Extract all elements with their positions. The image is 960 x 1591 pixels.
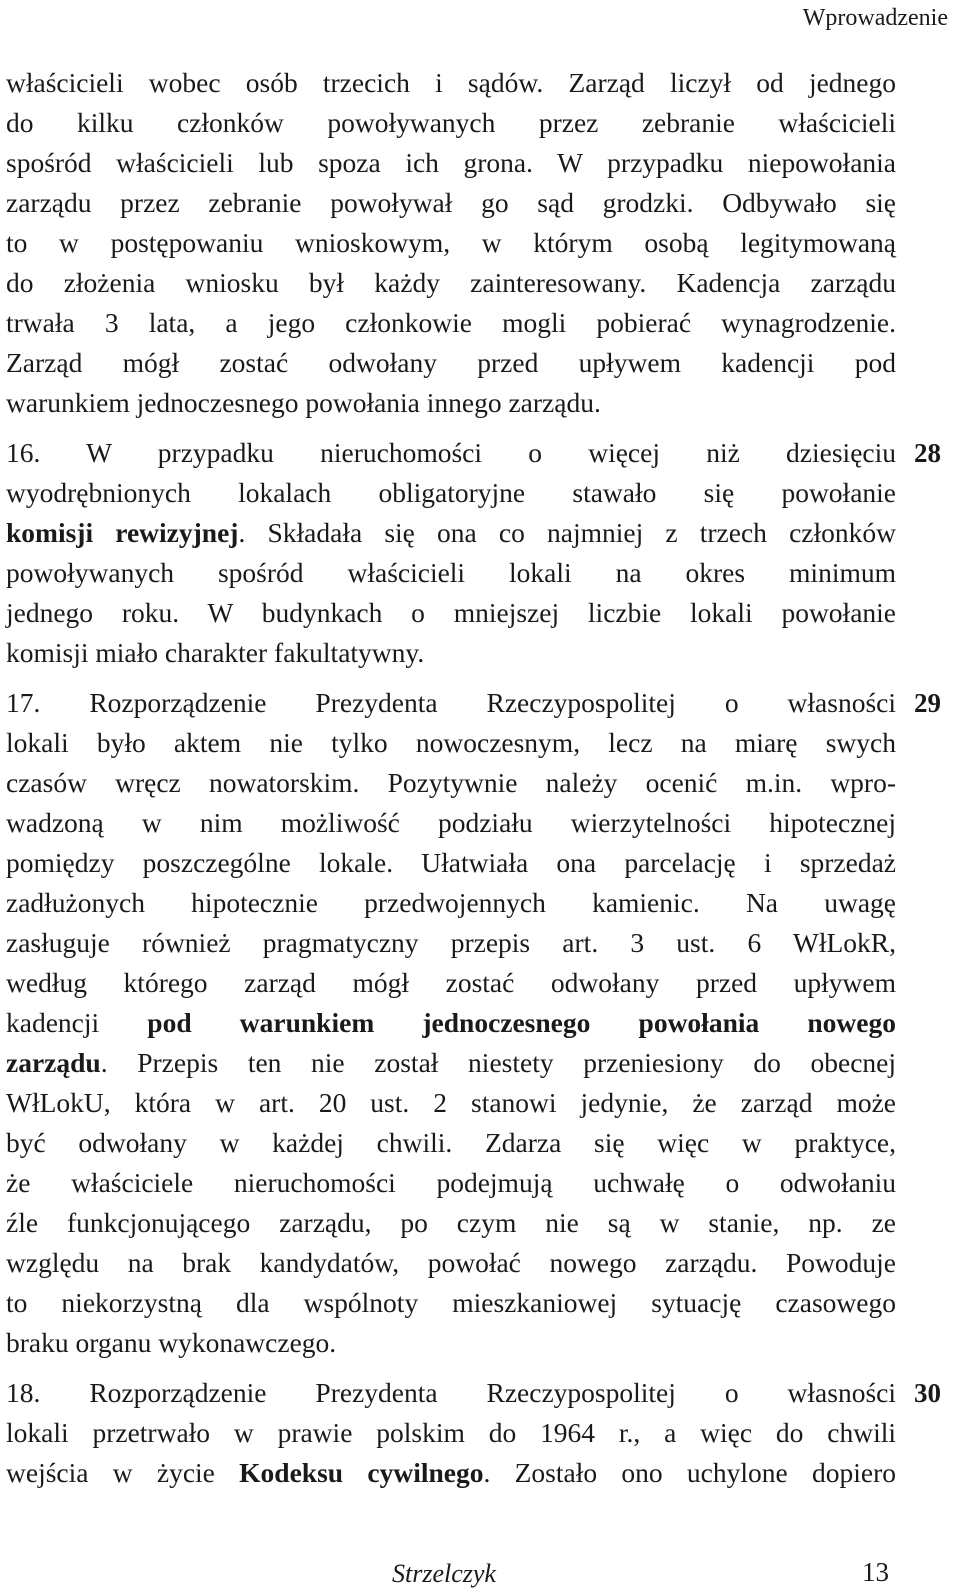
- text-line: właścicieli wobec osób trzecich i sądów. Zarząd liczył od jednego: [6, 67, 896, 98]
- text-line: względu na brak kandydatów, powołać nowego zarządu. Powoduje: [6, 1247, 896, 1278]
- text-line: wadzoną w nim możliwość podziału wierzytelności hipotecznej: [6, 807, 896, 838]
- text-line: zasługuje również pragmatyczny przepis art. 3 ust. 6 WłLokR,: [6, 927, 896, 958]
- text-line: być odwołany w każdej chwili. Zdarza się więc w praktyce,: [6, 1127, 896, 1158]
- text-line: do kilku członków powoływanych przez zebranie właścicieli: [6, 107, 896, 138]
- text-line: wyodrębnionych lokalach obligatoryjne stawało się powołanie: [6, 477, 896, 508]
- text-line: lokali przetrwało w prawie polskim do 1964 r., a więc do chwili: [6, 1417, 896, 1448]
- text-line: kadencji pod warunkiem jednoczesnego powołania nowego: [6, 1007, 896, 1038]
- text-line: pomiędzy poszczególne lokale. Ułatwiała ona parcelację i sprzedaż: [6, 847, 896, 878]
- text-line: 18. Rozporządzenie Prezydenta Rzeczypospolitej o własności: [6, 1377, 896, 1408]
- text-line: zarządu przez zebranie powoływał go sąd grodzki. Odbywało się: [6, 187, 896, 218]
- text-line: czasów wręcz nowatorskim. Pozytywnie należy ocenić m.in. wpro-: [6, 767, 896, 798]
- text-line: braku organu wykonawczego.: [6, 1327, 337, 1358]
- text-line: komisji miało charakter fakultatywny.: [6, 637, 425, 668]
- margin-number: 30: [914, 1378, 941, 1408]
- text-line: jednego roku. W budynkach o mniejszej liczbie lokali powołanie: [6, 597, 896, 628]
- text-line: lokali było aktem nie tylko nowoczesnym, lecz na miarę swych: [6, 727, 896, 758]
- text-line: źle funkcjonującego zarządu, po czym nie są w stanie, np. ze: [6, 1207, 896, 1238]
- text-line: 16. W przypadku nieruchomości o więcej niż dziesięciu: [6, 437, 896, 468]
- footer-author: Strzelczyk: [392, 1559, 496, 1588]
- text-line: do złożenia wniosku był każdy zainteresowany. Kadencja zarządu: [6, 267, 896, 298]
- text-line: to niekorzystną dla wspólnoty mieszkaniowej sytuację czasowego: [6, 1287, 896, 1318]
- text-line: warunkiem jednoczesnego powołania innego zarządu.: [6, 387, 601, 418]
- page-number: 13: [862, 1557, 889, 1587]
- text-line: spośród właścicieli lub spoza ich grona. W przypadku niepowołania: [6, 147, 896, 178]
- running-head: Wprowadzenie: [802, 5, 948, 31]
- text-line: WłLokU, która w art. 20 ust. 2 stanowi jedynie, że zarząd może: [6, 1087, 896, 1118]
- body-text: [6, 63, 896, 1493]
- text-line: to w postępowaniu wnioskowym, w którym osobą legitymowaną: [6, 227, 896, 258]
- text-line: wejścia w życie Kodeksu cywilnego. Zostało ono uchylone dopiero: [6, 1457, 897, 1488]
- margin-number: 29: [914, 688, 941, 718]
- text-line: komisji rewizyjnej. Składała się ona co najmniej z trzech członków: [6, 517, 896, 548]
- text-line: 17. Rozporządzenie Prezydenta Rzeczypospolitej o własności: [6, 687, 896, 718]
- text-line: Zarząd mógł zostać odwołany przed upływem kadencji pod: [6, 347, 896, 378]
- text-line: zarządu. Przepis ten nie został niestety przeniesiony do obecnej: [6, 1047, 896, 1078]
- text-line: że właściciele nieruchomości podejmują uchwałę o odwołaniu: [6, 1167, 896, 1198]
- text-line: powoływanych spośród właścicieli lokali na okres minimum: [6, 557, 896, 588]
- margin-number: 28: [914, 438, 941, 468]
- text-line: trwała 3 lata, a jego członkowie mogli pobierać wynagrodzenie.: [6, 307, 896, 338]
- text-line: zadłużonych hipotecznie przedwojennych kamienic. Na uwagę: [6, 887, 896, 918]
- text-line: według którego zarząd mógł zostać odwołany przed upływem: [6, 967, 896, 998]
